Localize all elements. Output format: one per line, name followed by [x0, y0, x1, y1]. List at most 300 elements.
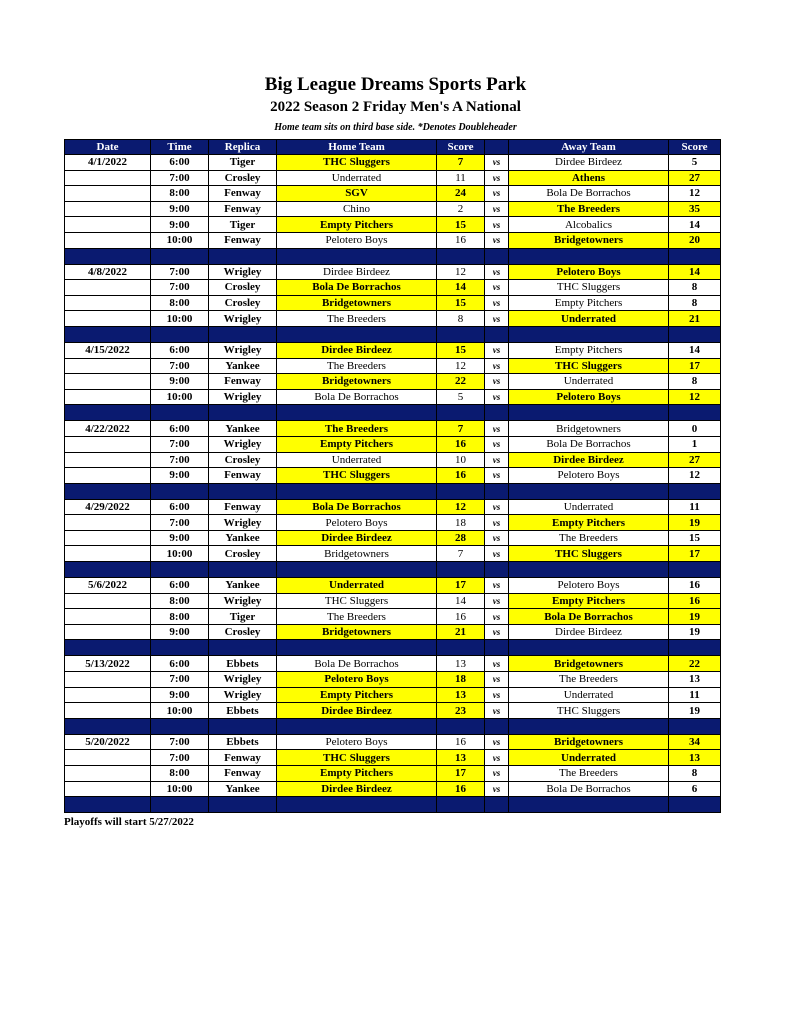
- date-cell: 5/6/2022: [65, 578, 151, 594]
- separator-cell: [209, 797, 277, 813]
- game-row: [65, 609, 721, 625]
- game-row: [65, 389, 721, 405]
- home-score-cell: 23: [437, 703, 485, 719]
- away-score-cell: 16: [669, 578, 721, 594]
- separator-cell: [151, 562, 209, 578]
- game-row: [65, 656, 721, 672]
- separator-cell: [669, 797, 721, 813]
- game-row: [65, 750, 721, 766]
- game-row: [65, 436, 721, 452]
- home-score-cell: 14: [437, 593, 485, 609]
- separator-cell: [65, 405, 151, 421]
- replica-field-cell: Crosley: [209, 546, 277, 562]
- replica-field-cell: Wrigley: [209, 311, 277, 327]
- replica-field-cell: Fenway: [209, 232, 277, 248]
- time-cell: 7:00: [151, 734, 209, 750]
- away-team-cell: Pelotero Boys: [509, 389, 669, 405]
- separator-cell: [437, 797, 485, 813]
- separator-cell: [509, 562, 669, 578]
- home-score-cell: 5: [437, 389, 485, 405]
- home-score-cell: 21: [437, 624, 485, 640]
- separator-cell: [669, 248, 721, 264]
- vs-cell: vs: [485, 515, 509, 531]
- separator-cell: [209, 562, 277, 578]
- time-cell: 10:00: [151, 232, 209, 248]
- time-cell: 8:00: [151, 186, 209, 202]
- home-team-cell: Bridgetowners: [277, 295, 437, 311]
- away-team-cell: Dirdee Birdeez: [509, 452, 669, 468]
- away-team-cell: THC Sluggers: [509, 546, 669, 562]
- away-score-cell: 12: [669, 468, 721, 484]
- home-score-cell: 10: [437, 452, 485, 468]
- away-score-cell: 13: [669, 750, 721, 766]
- away-team-cell: Underrated: [509, 687, 669, 703]
- replica-field-cell: Wrigley: [209, 687, 277, 703]
- vs-cell: vs: [485, 593, 509, 609]
- separator-cell: [509, 248, 669, 264]
- game-row: [65, 280, 721, 296]
- away-score-cell: 19: [669, 515, 721, 531]
- separator-cell: [669, 326, 721, 342]
- separator-cell: [65, 562, 151, 578]
- vs-cell: vs: [485, 217, 509, 233]
- separator-cell: [151, 326, 209, 342]
- separator-cell: [669, 640, 721, 656]
- away-score-cell: 17: [669, 358, 721, 374]
- vs-cell: vs: [485, 672, 509, 688]
- away-team-cell: Pelotero Boys: [509, 264, 669, 280]
- game-row: [65, 766, 721, 782]
- away-score-cell: 21: [669, 311, 721, 327]
- away-team-cell: Bridgetowners: [509, 421, 669, 437]
- replica-field-cell: Tiger: [209, 609, 277, 625]
- week-separator-row: [65, 248, 721, 264]
- away-score-cell: 19: [669, 609, 721, 625]
- date-cell: [65, 766, 151, 782]
- date-cell: [65, 436, 151, 452]
- playoffs-note: Playoffs will start 5/27/2022: [64, 816, 194, 828]
- game-row: [65, 170, 721, 186]
- vs-cell: vs: [485, 781, 509, 797]
- time-cell: 9:00: [151, 468, 209, 484]
- replica-field-cell: Wrigley: [209, 672, 277, 688]
- col-header-away-team: Away Team: [509, 140, 669, 155]
- away-team-cell: Bridgetowners: [509, 734, 669, 750]
- replica-field-cell: Fenway: [209, 201, 277, 217]
- game-row: [65, 186, 721, 202]
- replica-field-cell: Fenway: [209, 499, 277, 515]
- away-team-cell: Dirdee Birdeez: [509, 155, 669, 171]
- separator-cell: [277, 326, 437, 342]
- away-score-cell: 14: [669, 342, 721, 358]
- away-score-cell: 22: [669, 656, 721, 672]
- vs-cell: vs: [485, 374, 509, 390]
- separator-cell: [151, 797, 209, 813]
- vs-cell: vs: [485, 468, 509, 484]
- separator-cell: [669, 562, 721, 578]
- away-score-cell: 19: [669, 624, 721, 640]
- home-team-cell: THC Sluggers: [277, 593, 437, 609]
- separator-cell: [209, 483, 277, 499]
- away-score-cell: 12: [669, 186, 721, 202]
- replica-field-cell: Yankee: [209, 358, 277, 374]
- vs-cell: vs: [485, 656, 509, 672]
- time-cell: 6:00: [151, 421, 209, 437]
- away-score-cell: 0: [669, 421, 721, 437]
- date-cell: [65, 170, 151, 186]
- week-separator-row: [65, 797, 721, 813]
- replica-field-cell: Wrigley: [209, 264, 277, 280]
- home-team-cell: THC Sluggers: [277, 750, 437, 766]
- vs-cell: vs: [485, 734, 509, 750]
- col-header-home-team: Home Team: [277, 140, 437, 155]
- vs-cell: vs: [485, 280, 509, 296]
- date-cell: [65, 609, 151, 625]
- home-team-cell: Bola De Borrachos: [277, 499, 437, 515]
- date-cell: 4/1/2022: [65, 155, 151, 171]
- time-cell: 9:00: [151, 217, 209, 233]
- time-cell: 6:00: [151, 155, 209, 171]
- away-score-cell: 19: [669, 703, 721, 719]
- schedule-body: [65, 155, 721, 813]
- date-cell: 4/22/2022: [65, 421, 151, 437]
- home-team-cell: Bridgetowners: [277, 374, 437, 390]
- home-team-cell: SGV: [277, 186, 437, 202]
- separator-cell: [151, 483, 209, 499]
- vs-cell: vs: [485, 609, 509, 625]
- away-score-cell: 8: [669, 374, 721, 390]
- home-team-cell: Bridgetowners: [277, 546, 437, 562]
- time-cell: 8:00: [151, 295, 209, 311]
- away-score-cell: 12: [669, 389, 721, 405]
- game-row: [65, 672, 721, 688]
- away-team-cell: Bola De Borrachos: [509, 781, 669, 797]
- replica-field-cell: Crosley: [209, 452, 277, 468]
- home-score-cell: 7: [437, 546, 485, 562]
- time-cell: 8:00: [151, 766, 209, 782]
- week-separator-row: [65, 640, 721, 656]
- date-cell: [65, 217, 151, 233]
- vs-cell: vs: [485, 358, 509, 374]
- separator-cell: [65, 483, 151, 499]
- home-team-cell: Underrated: [277, 170, 437, 186]
- page-title: Big League Dreams Sports Park: [264, 74, 527, 95]
- separator-cell: [485, 405, 509, 421]
- home-score-cell: 15: [437, 295, 485, 311]
- separator-cell: [485, 640, 509, 656]
- date-cell: [65, 687, 151, 703]
- separator-cell: [509, 405, 669, 421]
- home-score-cell: 24: [437, 186, 485, 202]
- home-score-cell: 12: [437, 358, 485, 374]
- date-cell: [65, 389, 151, 405]
- separator-cell: [485, 483, 509, 499]
- away-team-cell: Athens: [509, 170, 669, 186]
- replica-field-cell: Wrigley: [209, 593, 277, 609]
- game-row: [65, 217, 721, 233]
- away-team-cell: THC Sluggers: [509, 703, 669, 719]
- date-cell: [65, 201, 151, 217]
- date-cell: [65, 311, 151, 327]
- away-score-cell: 27: [669, 452, 721, 468]
- col-header-away-score: Score: [669, 140, 721, 155]
- game-row: [65, 499, 721, 515]
- vs-cell: vs: [485, 750, 509, 766]
- away-team-cell: Underrated: [509, 311, 669, 327]
- home-score-cell: 16: [437, 734, 485, 750]
- date-cell: [65, 515, 151, 531]
- away-score-cell: 16: [669, 593, 721, 609]
- game-row: [65, 734, 721, 750]
- away-score-cell: 1: [669, 436, 721, 452]
- date-cell: 4/29/2022: [65, 499, 151, 515]
- replica-field-cell: Tiger: [209, 217, 277, 233]
- home-team-cell: Pelotero Boys: [277, 232, 437, 248]
- time-cell: 6:00: [151, 342, 209, 358]
- home-score-cell: 16: [437, 232, 485, 248]
- game-row: [65, 264, 721, 280]
- col-header-replica: Replica: [209, 140, 277, 155]
- separator-cell: [437, 640, 485, 656]
- separator-cell: [277, 483, 437, 499]
- game-row: [65, 687, 721, 703]
- replica-field-cell: Yankee: [209, 578, 277, 594]
- date-cell: 5/13/2022: [65, 656, 151, 672]
- away-score-cell: 27: [669, 170, 721, 186]
- replica-field-cell: Wrigley: [209, 342, 277, 358]
- home-team-cell: Bola De Borrachos: [277, 656, 437, 672]
- separator-cell: [485, 562, 509, 578]
- date-cell: [65, 295, 151, 311]
- date-cell: 5/20/2022: [65, 734, 151, 750]
- away-score-cell: 8: [669, 295, 721, 311]
- separator-cell: [509, 326, 669, 342]
- col-header-vs: [485, 140, 509, 155]
- vs-cell: vs: [485, 624, 509, 640]
- away-team-cell: Alcobalics: [509, 217, 669, 233]
- away-score-cell: 5: [669, 155, 721, 171]
- game-row: [65, 201, 721, 217]
- separator-cell: [485, 248, 509, 264]
- col-header-date: Date: [65, 140, 151, 155]
- week-separator-row: [65, 718, 721, 734]
- vs-cell: vs: [485, 311, 509, 327]
- vs-cell: vs: [485, 530, 509, 546]
- week-separator-row: [65, 326, 721, 342]
- separator-cell: [209, 405, 277, 421]
- away-team-cell: Underrated: [509, 499, 669, 515]
- home-team-cell: Dirdee Birdeez: [277, 703, 437, 719]
- date-cell: [65, 468, 151, 484]
- col-header-home-score: Score: [437, 140, 485, 155]
- separator-cell: [209, 640, 277, 656]
- away-score-cell: 11: [669, 687, 721, 703]
- home-score-cell: 13: [437, 687, 485, 703]
- vs-cell: vs: [485, 389, 509, 405]
- replica-field-cell: Yankee: [209, 530, 277, 546]
- home-score-cell: 18: [437, 515, 485, 531]
- away-score-cell: 13: [669, 672, 721, 688]
- vs-cell: vs: [485, 436, 509, 452]
- vs-cell: vs: [485, 687, 509, 703]
- separator-cell: [669, 405, 721, 421]
- home-team-cell: Underrated: [277, 578, 437, 594]
- away-team-cell: Bridgetowners: [509, 232, 669, 248]
- separator-cell: [437, 326, 485, 342]
- home-score-cell: 12: [437, 264, 485, 280]
- away-score-cell: 11: [669, 499, 721, 515]
- home-score-cell: 16: [437, 468, 485, 484]
- home-team-cell: Empty Pitchers: [277, 687, 437, 703]
- away-team-cell: Bridgetowners: [509, 656, 669, 672]
- away-score-cell: 15: [669, 530, 721, 546]
- game-row: [65, 421, 721, 437]
- vs-cell: vs: [485, 578, 509, 594]
- time-cell: 6:00: [151, 578, 209, 594]
- date-cell: 4/8/2022: [65, 264, 151, 280]
- separator-cell: [277, 405, 437, 421]
- away-team-cell: The Breeders: [509, 201, 669, 217]
- time-cell: 6:00: [151, 656, 209, 672]
- game-row: [65, 342, 721, 358]
- time-cell: 7:00: [151, 672, 209, 688]
- replica-field-cell: Crosley: [209, 295, 277, 311]
- away-team-cell: Empty Pitchers: [509, 342, 669, 358]
- date-cell: [65, 280, 151, 296]
- separator-cell: [151, 718, 209, 734]
- separator-cell: [485, 718, 509, 734]
- home-score-cell: 16: [437, 609, 485, 625]
- week-separator-row: [65, 562, 721, 578]
- away-score-cell: 34: [669, 734, 721, 750]
- home-team-cell: Pelotero Boys: [277, 515, 437, 531]
- col-header-time: Time: [151, 140, 209, 155]
- home-team-cell: The Breeders: [277, 609, 437, 625]
- week-separator-row: [65, 483, 721, 499]
- time-cell: 10:00: [151, 781, 209, 797]
- away-team-cell: The Breeders: [509, 530, 669, 546]
- date-cell: [65, 546, 151, 562]
- away-score-cell: 14: [669, 264, 721, 280]
- home-score-cell: 22: [437, 374, 485, 390]
- time-cell: 7:00: [151, 436, 209, 452]
- home-score-cell: 13: [437, 656, 485, 672]
- home-team-cell: Empty Pitchers: [277, 766, 437, 782]
- replica-field-cell: Fenway: [209, 766, 277, 782]
- game-row: [65, 530, 721, 546]
- game-row: [65, 311, 721, 327]
- vs-cell: vs: [485, 499, 509, 515]
- schedule-note: Home team sits on third base side. *Denotes Doubleheader: [274, 122, 517, 133]
- home-team-cell: THC Sluggers: [277, 468, 437, 484]
- away-team-cell: Empty Pitchers: [509, 295, 669, 311]
- date-cell: [65, 624, 151, 640]
- away-team-cell: The Breeders: [509, 672, 669, 688]
- vs-cell: vs: [485, 155, 509, 171]
- time-cell: 7:00: [151, 750, 209, 766]
- away-team-cell: Bola De Borrachos: [509, 436, 669, 452]
- separator-cell: [485, 797, 509, 813]
- separator-cell: [151, 248, 209, 264]
- replica-field-cell: Fenway: [209, 468, 277, 484]
- time-cell: 10:00: [151, 311, 209, 327]
- separator-cell: [277, 640, 437, 656]
- replica-field-cell: Ebbets: [209, 734, 277, 750]
- replica-field-cell: Wrigley: [209, 515, 277, 531]
- date-cell: [65, 530, 151, 546]
- away-team-cell: Dirdee Birdeez: [509, 624, 669, 640]
- home-team-cell: Bola De Borrachos: [277, 280, 437, 296]
- game-row: [65, 468, 721, 484]
- league-subtitle: 2022 Season 2 Friday Men's A National: [270, 99, 521, 115]
- replica-field-cell: Crosley: [209, 170, 277, 186]
- time-cell: 7:00: [151, 452, 209, 468]
- time-cell: 7:00: [151, 170, 209, 186]
- home-team-cell: Dirdee Birdeez: [277, 781, 437, 797]
- game-row: [65, 452, 721, 468]
- time-cell: 10:00: [151, 389, 209, 405]
- home-score-cell: 8: [437, 311, 485, 327]
- home-score-cell: 17: [437, 578, 485, 594]
- replica-field-cell: Wrigley: [209, 389, 277, 405]
- vs-cell: vs: [485, 703, 509, 719]
- schedule-table: [64, 139, 721, 813]
- separator-cell: [509, 797, 669, 813]
- vs-cell: vs: [485, 264, 509, 280]
- away-team-cell: Pelotero Boys: [509, 578, 669, 594]
- time-cell: 10:00: [151, 703, 209, 719]
- separator-cell: [65, 640, 151, 656]
- home-score-cell: 7: [437, 155, 485, 171]
- vs-cell: vs: [485, 766, 509, 782]
- time-cell: 8:00: [151, 593, 209, 609]
- separator-cell: [437, 405, 485, 421]
- time-cell: 8:00: [151, 609, 209, 625]
- game-row: [65, 624, 721, 640]
- vs-cell: vs: [485, 186, 509, 202]
- home-team-cell: THC Sluggers: [277, 155, 437, 171]
- separator-cell: [485, 326, 509, 342]
- date-cell: [65, 593, 151, 609]
- separator-cell: [277, 562, 437, 578]
- replica-field-cell: Tiger: [209, 155, 277, 171]
- away-score-cell: 14: [669, 217, 721, 233]
- time-cell: 9:00: [151, 201, 209, 217]
- home-team-cell: The Breeders: [277, 311, 437, 327]
- home-score-cell: 11: [437, 170, 485, 186]
- away-team-cell: The Breeders: [509, 766, 669, 782]
- away-team-cell: Underrated: [509, 750, 669, 766]
- home-score-cell: 14: [437, 280, 485, 296]
- date-cell: [65, 672, 151, 688]
- home-team-cell: Empty Pitchers: [277, 436, 437, 452]
- home-score-cell: 16: [437, 781, 485, 797]
- vs-cell: vs: [485, 546, 509, 562]
- home-team-cell: Dirdee Birdeez: [277, 530, 437, 546]
- home-team-cell: Dirdee Birdeez: [277, 342, 437, 358]
- vs-cell: vs: [485, 452, 509, 468]
- separator-cell: [669, 483, 721, 499]
- away-team-cell: THC Sluggers: [509, 280, 669, 296]
- away-score-cell: 35: [669, 201, 721, 217]
- separator-cell: [509, 640, 669, 656]
- home-team-cell: The Breeders: [277, 358, 437, 374]
- header-row: [65, 140, 721, 155]
- week-separator-row: [65, 405, 721, 421]
- home-score-cell: 13: [437, 750, 485, 766]
- home-team-cell: Underrated: [277, 452, 437, 468]
- replica-field-cell: Fenway: [209, 186, 277, 202]
